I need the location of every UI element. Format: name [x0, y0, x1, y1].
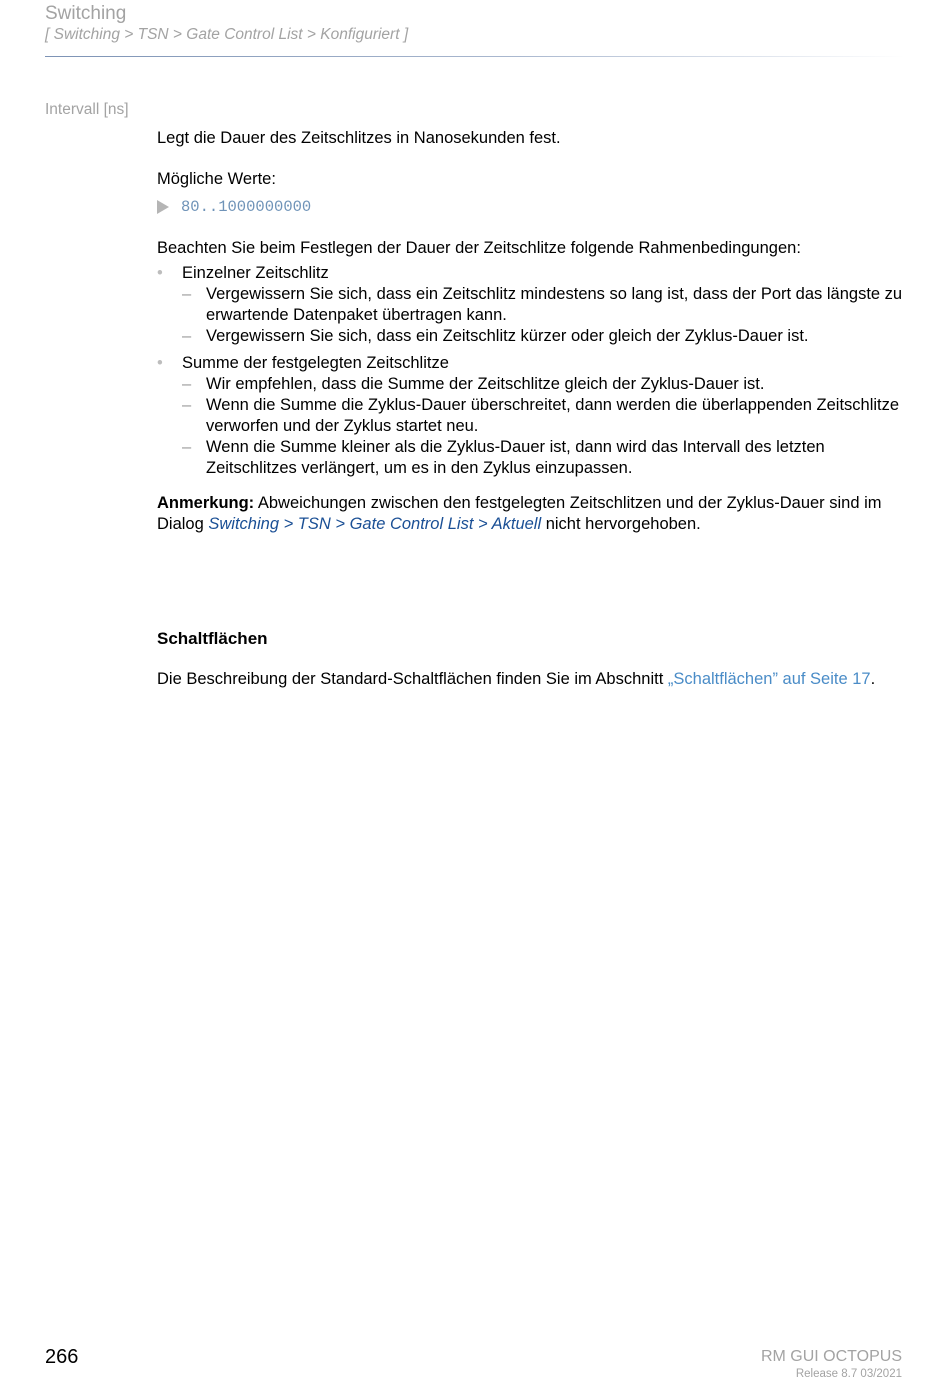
values-list — [157, 196, 907, 218]
note-paragraph — [157, 493, 907, 535]
sub-list — [182, 284, 907, 347]
conditions-intro: Beachten Sie beim Festlegen der Dauer der Zeitschlitze folgende Rahmenbedingungen: — [157, 239, 801, 257]
sub-list-item — [182, 326, 907, 347]
list-item — [157, 353, 907, 479]
sub-list-item — [182, 284, 907, 326]
sub-item-text: Vergewissern Sie sich, dass ein Zeitschlitz mindestens so lang ist, dass der Port das längste zu erwartende Datenpaket übertragen kann. — [206, 285, 903, 324]
header-title: Switching — [45, 3, 127, 24]
dash-icon: – — [182, 396, 192, 414]
dash-icon: – — [182, 285, 192, 303]
conditions-list — [157, 263, 907, 479]
dash-icon: – — [182, 327, 192, 345]
header-divider — [45, 56, 905, 57]
section-heading: Schaltflächen — [157, 629, 268, 648]
parameter-label: Intervall [ns] — [45, 101, 129, 118]
list-item — [157, 263, 907, 347]
sub-list-item — [182, 395, 907, 437]
page-number: 266 — [45, 1346, 79, 1368]
note-end: nicht hervorgehoben. — [545, 515, 701, 533]
possible-values-label: Mögliche Werte: — [157, 170, 276, 188]
buttons-description — [157, 669, 907, 690]
note-text: Abweichungen zwischen den festgelegten Zeitschlitzen und der Zyklus-Dauer sind im Dialog — [157, 494, 882, 533]
buttons-end: . — [870, 670, 876, 688]
sub-item-text: Wir empfehlen, dass die Summe der Zeitschlitze gleich der Zyklus-Dauer ist. — [206, 375, 765, 393]
sub-item-text: Vergewissern Sie sich, dass ein Zeitschlitz kürzer oder gleich der Zyklus-Dauer ist. — [206, 327, 809, 345]
condition-title: Summe der festgelegten Zeitschlitze — [182, 354, 449, 372]
sub-list-item — [182, 437, 907, 479]
buttons-text: Die Beschreibung der Standard-Schaltflächen finden Sie im Abschnitt — [157, 670, 664, 688]
value-item — [157, 196, 907, 218]
content-area — [157, 128, 907, 690]
breadcrumb: [ Switching > TSN > Gate Control List > Konfiguriert ] — [45, 26, 409, 43]
parameter-description: Legt die Dauer des Zeitschlitzes in Nanosekunden fest. — [157, 129, 561, 147]
document-title: RM GUI OCTOPUS — [760, 1348, 902, 1365]
page-reference-link[interactable]: „Schaltflächen” auf Seite 17 — [667, 670, 871, 688]
release-info: Release 8.7 03/2021 — [795, 1368, 902, 1380]
dialog-link[interactable]: Switching > TSN > Gate Control List > Aktuell — [208, 515, 542, 533]
dash-icon: – — [182, 438, 192, 456]
dash-icon: – — [182, 375, 192, 393]
sub-list — [182, 374, 907, 479]
value-range: 80..1000000000 — [181, 197, 312, 216]
bullet-icon: • — [157, 354, 163, 372]
condition-title: Einzelner Zeitschlitz — [182, 264, 329, 282]
bullet-icon: • — [157, 264, 163, 282]
note-label: Anmerkung: — [157, 494, 255, 512]
sub-list-item — [182, 374, 907, 395]
sub-item-text: Wenn die Summe die Zyklus-Dauer überschreitet, dann werden die überlappenden Zeitschlitze verworfen und der Zyklus startet neu. — [206, 396, 900, 435]
sub-item-text: Wenn die Summe kleiner als die Zyklus-Dauer ist, dann wird das Intervall des letzten Zeitschlitzes verlängert, um es in den Zyklus einzupassen. — [206, 438, 825, 477]
triangle-right-icon — [157, 200, 169, 214]
